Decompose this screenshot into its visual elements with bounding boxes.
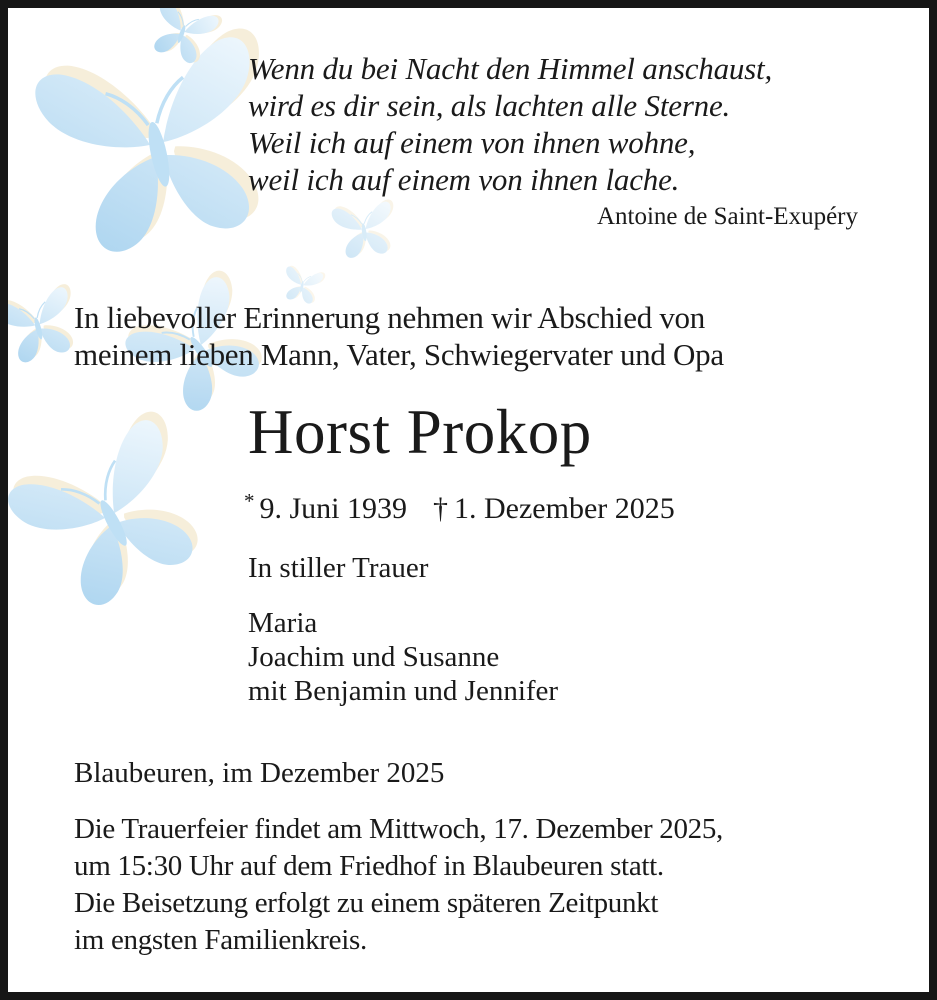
birth-date-text: 9. Juni 1939 [259, 492, 408, 525]
butterfly-icon [1, 407, 227, 622]
quote-line: Weil ich auf einem von ihnen wohne, [248, 125, 696, 160]
intro-text [74, 299, 724, 373]
mourners-list [248, 606, 558, 708]
quote-line: wird es dir sein, als lachten alle Sterne. [248, 88, 731, 123]
quote-line: weil ich auf einem von ihnen lache. [248, 162, 680, 197]
condolence-text: In stiller Trauer [248, 552, 429, 584]
mourner-line: Maria [248, 607, 318, 639]
death-date-text: 1. Dezember 2025 [454, 492, 675, 525]
death-date [433, 492, 675, 525]
place-date-text: Blaubeuren, im Dezember 2025 [74, 757, 445, 789]
funeral-line: Die Trauerfeier findet am Mittwoch, 17. Dezember 2025, [74, 813, 724, 845]
quote-line: Wenn du bei Nacht den Himmel anschaust, [248, 51, 773, 86]
funeral-info [74, 811, 723, 959]
funeral-line: Die Beisetzung erfolgt zu einem späteren Zeitpunkt [74, 887, 659, 919]
memorial-quote [248, 50, 772, 198]
intro-line: In liebevoller Erinnerung nehmen wir Abschied von [74, 300, 705, 335]
death-cross-symbol: † [433, 492, 449, 525]
life-dates [244, 489, 675, 526]
mourner-line: mit Benjamin und Jennifer [248, 675, 559, 707]
birth-star-symbol: * [244, 489, 255, 513]
mourner-line: Joachim und Susanne [248, 641, 500, 673]
quote-attribution: Antoine de Saint-Exupéry [596, 203, 858, 230]
intro-line: meinem lieben Mann, Vater, Schwiegervater und Opa [74, 337, 724, 372]
butterfly-icon [0, 283, 86, 367]
birth-date [244, 489, 408, 525]
funeral-line: im engsten Familienkreis. [74, 924, 367, 956]
funeral-line: um 15:30 Uhr auf dem Friedhof in Blaubeuren statt. [74, 850, 664, 882]
deceased-name: Horst Prokop [248, 397, 592, 467]
